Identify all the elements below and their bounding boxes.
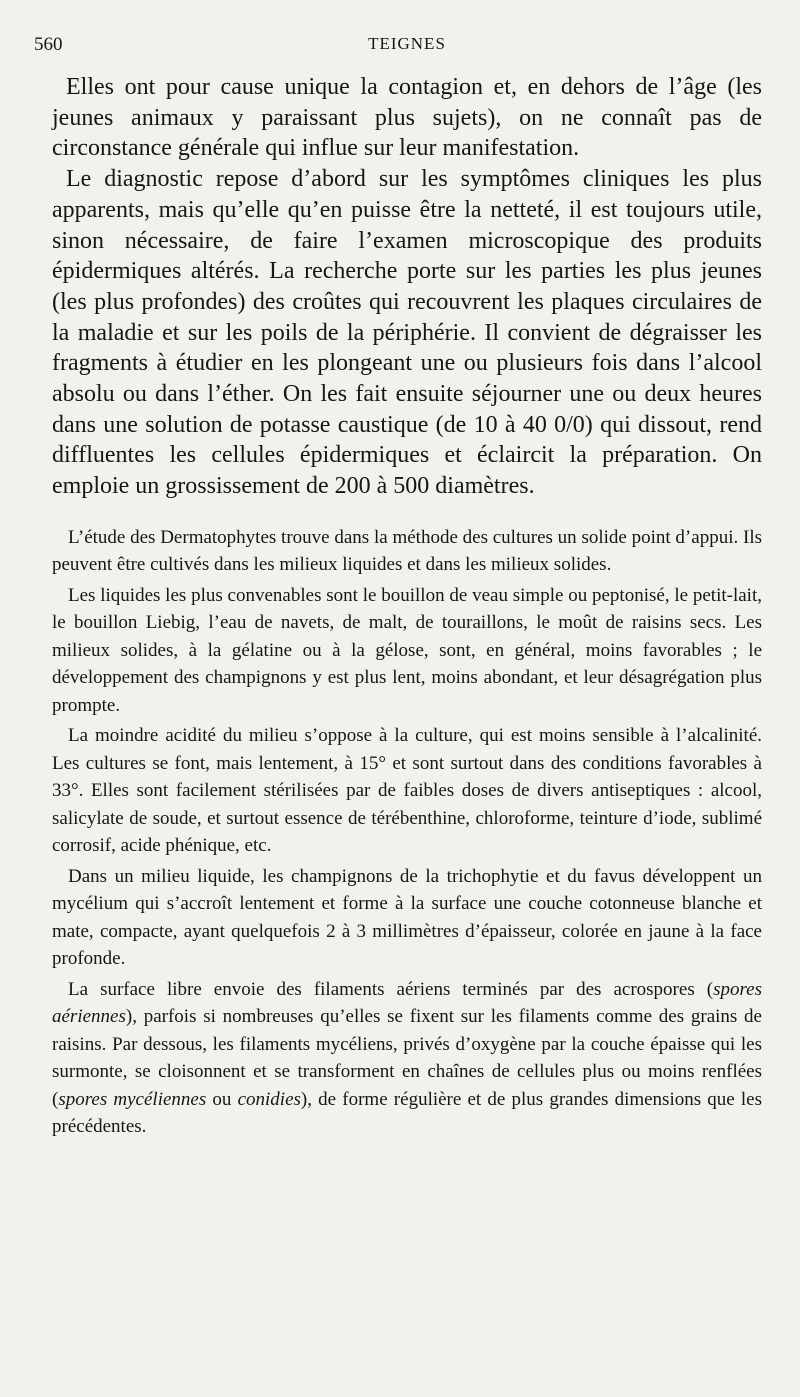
text-run: ), de forme régulière et de plus grandes dimensions que les précédentes. [52,1088,763,1138]
paragraph-liquides: Les liquides les plus convenables sont le bouillon de veau simple ou peptonisé, le petit-lait, le bouillon Liebig, l’eau de navets, de malt, de touraillons, le moût de raisins secs. Les milieux solides, à la gélatine ou à la gélose, sont, en général, moins favorables ; le développement des champignons y est plus lent, moins abondant, et leur désagrégation plus prompte. [52,584,762,716]
italic-term: spores mycéliennes [58,1088,207,1110]
italic-term: conidies [237,1088,301,1110]
page-header [34,30,762,60]
text-run: ou [206,1088,238,1110]
italic-term: spores aériennes [52,978,762,1028]
running-title: TEIGNES [368,34,446,53]
text-run: La surface libre envoie des filaments aériens terminés par des acrospores ( [68,978,714,1000]
paragraph-cause: Elles ont pour cause unique la contagion et, en dehors de l’âge (les jeunes animaux y paraissant plus sujets), on ne connaît pas de circonstance générale qui influe sur leur manifestation. [52,74,762,162]
small-text-block [52,524,762,1141]
text-run: ), parfois si nombreuses qu’elles se fixent sur les filaments comme des grains de raisins. Par dessous, les filaments mycéliens, privés d’oxygène par la couche épaisse qui les surmonte, se cloisonnent et se transforment en chaînes de cellules plus ou moins renflées ( [52,1006,762,1110]
main-text-block [52,72,762,502]
paragraph-milieu-liquide: Dans un milieu liquide, les champignons de la trichophytie et du favus développent un mycélium qui s’accroît lentement et forme à la surface une couche cotonneuse blanche et mate, compacte, ayant quelquefois 2 à 3 millimètres d’épaisseur, colorée en jaune à la face profonde. [52,865,762,970]
page-number: 560 [34,34,63,55]
paragraph-surface-libre [52,976,762,1141]
paragraph-diagnostic: Le diagnostic repose d’abord sur les symptômes cliniques les plus apparents, mais qu’elle qu’en puisse être la netteté, il est toujours utile, sinon nécessaire, de faire l’examen microscopique des produits épidermiques altérés. La recherche porte sur les parties les plus jeunes (les plus profondes) des croûtes qui recouvrent les plaques circulaires de la maladie et sur les poils de la périphérie. Il convient de dégraisser les fragments à étudier en les plongeant une ou plusieurs fois dans l’alcool absolu ou dans l’éther. On les fait ensuite séjourner une ou deux heures dans une solution de potasse caustique (de 10 à 40 0/0) qui dissout, rend diffluentes les cellules épidermiques et éclaircit la préparation. On emploie un grossissement de 200 à 500 diamètres. [52,166,762,500]
paragraph-cultures: L’étude des Dermatophytes trouve dans la méthode des cultures un solide point d’appui. Ils peuvent être cultivés dans les milieux liquides et dans les milieux solides. [52,526,762,576]
paragraph-acidite: La moindre acidité du milieu s’oppose à la culture, qui est moins sensible à l’alcalinité. Les cultures se font, mais lentement, à 15° et sont surtout dans des conditions favorables à 33°. Elles sont facilement stérilisées par de faibles doses de divers antiseptiques : alcool, salicylate de soude, et surtout essence de térébenthine, chloroforme, teinture d’iode, sublimé corrosif, acide phénique, etc. [52,725,762,857]
